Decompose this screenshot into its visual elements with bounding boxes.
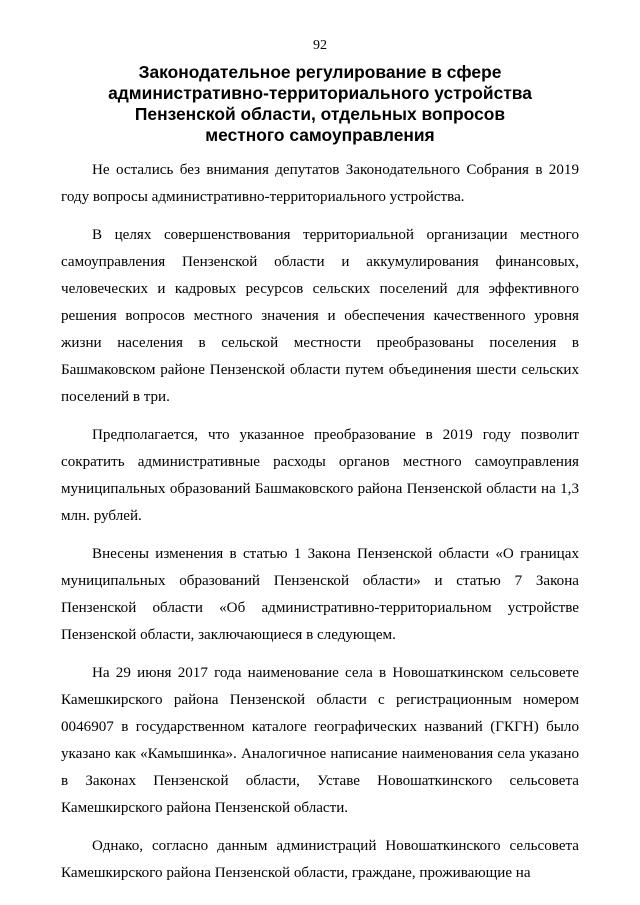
body-text	[61, 157, 579, 898]
section-heading: Законодательное регулирование в сфере административно-территориального устройства Пензенской области, отдельных вопросов местного самоуправления	[108, 62, 532, 145]
paragraph-4: Внесены изменения в статью 1 Закона Пензенской области «О границах муниципальных образований Пензенской области» и статью 7 Закона Пензенской области «Об административно-территориальном устройстве Пензенской области, заключающиеся в следующем.	[61, 546, 579, 643]
paragraph-1: Не остались без внимания депутатов Законодательного Собрания в 2019 году вопросы административно-территориального устройства.	[61, 162, 579, 205]
paragraph-3: Предполагается, что указанное преобразование в 2019 году позволит сократить административные расходы органов местного самоуправления муниципальных образований Башмаковского района Пензенской области на 1,3 млн. рублей.	[61, 427, 579, 524]
page-number: 92	[313, 38, 327, 53]
paragraph-6: Однако, согласно данным администраций Новошаткинского сельсовета Камешкирского района Пензенской области, граждане, проживающие на	[61, 838, 579, 881]
paragraph-5: На 29 июня 2017 года наименование села в Новошаткинском сельсовете Камешкирского района Пензенской области с регистрационным номером 0046907 в государственном каталоге географических названий (ГКГН) было указано как «Камышинка». Аналогичное написание наименования села указано в Законах Пензенской области, Уставе Новошаткинского сельсовета Камешкирского района Пензенской области.	[61, 665, 579, 816]
paragraph-2: В целях совершенствования территориальной организации местного самоуправления Пензенской области и аккумулирования финансовых, человеческих и кадровых ресурсов сельских поселений для эффективного решения вопросов местного значения и обеспечения качественного уровня жизни населения в сельской местности преобразованы поселения в Башмаковском районе Пензенской области путем объединения шести сельских поселений в три.	[61, 227, 579, 405]
